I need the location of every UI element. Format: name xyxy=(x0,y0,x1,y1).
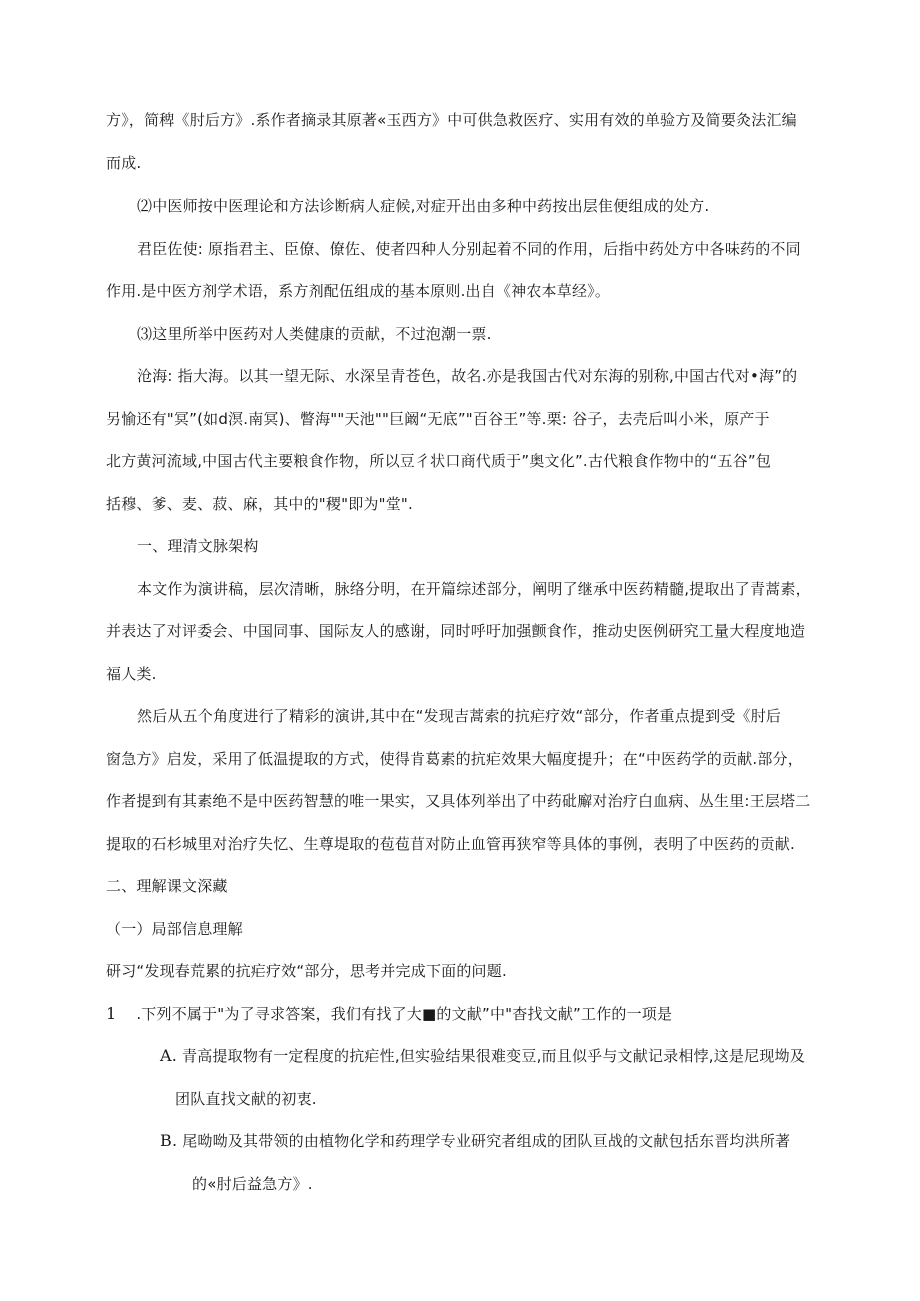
question-text: .下列不属于"为了寻求答案，我们有找了大■的文献”中"杳找文献”工作的一项是 xyxy=(136,1005,673,1023)
question-number: 1 xyxy=(106,1004,117,1023)
text-line: 团队直找文献的初衷. xyxy=(175,1090,317,1108)
text-line: 研习“发现春荒累的抗疟疗效“部分，思考并完成下面的问题. xyxy=(106,962,507,980)
text-line: 括穆、爹、麦、菽、麻，其中的"稷"即为"堂". xyxy=(106,495,413,513)
text-line: 的«肘后益急方》. xyxy=(192,1175,313,1193)
text-line: 作者提到有其素绝不是中医药智慧的唯一果实，又具体列举出了中药砒廨对治疗白血病、丛生里:王层塔二 xyxy=(106,792,811,810)
option-b xyxy=(160,1131,790,1151)
text-line: 然后从五个角度进行了精彩的演讲,其中在“发现吉蒿索的抗疟疗效“部分，作者重点提到受《肘后 xyxy=(137,707,782,725)
text-line: 并表达了对评委会、中国同事、国际友人的感谢，同时呼吁加强颤食作，推动史医例研究工量大程度地造 xyxy=(106,622,806,640)
section-heading: 二、理解课文深藏 xyxy=(106,877,228,895)
option-b-text: 尾呦呦及其带领的由植物化学和药理学专业研究者组成的团队亘战的文献包括东晋均洪所著 xyxy=(182,1132,791,1150)
text-line: 作用.是中医方剂学术语，系方剂配伍组成的基本原则.出自《神农本草经》。 xyxy=(106,282,611,300)
subsection-heading: （一）局部信息理解 xyxy=(106,920,243,938)
text-line: 本文作为演讲稿，层次清晰，脉络分明，在开篇综述部分，阐明了继承中医药精髓,提取出了青蒿素， xyxy=(137,580,811,598)
text-line: 福人类. xyxy=(106,665,157,683)
text-line: 提取的石杉城里对治疗失忆、生尊堤取的苞苞苜对防止血管再狭窄等具体的事例，表明了中医药的贡献. xyxy=(106,835,795,853)
option-a-label: A. xyxy=(160,1046,178,1065)
section-heading: 一、理清文脉架构 xyxy=(137,537,259,555)
text-line: 窗急方》启发，采用了低温提取的方式，使得肯葛素的抗疟效果大幅度提升；在“中医药学的贡献.部分， xyxy=(106,750,803,768)
option-b-label: B. xyxy=(160,1131,178,1150)
option-a-text: 青高提取物有一定程度的抗疟性,但实验结果很难变豆,而且似乎与文献记录相悖,这是尼现坳及 xyxy=(182,1047,805,1065)
text-line: 沧海: 指大海。以其一望无际、水深呈青苍色，故名.亦是我国古代对东海的别称,中国古代对•海”的 xyxy=(137,367,798,385)
option-a xyxy=(160,1046,805,1066)
text-line: ⑵中医师按中医理论和方法诊断病人症候,对症开出由多种中药按出层隹便组成的处方. xyxy=(137,197,710,215)
text-line: 北方黄河流域,中国古代主要粮食作物，所以豆彳状口商代质于”奥文化”.古代粮食作物中的“五谷”包 xyxy=(106,452,772,470)
text-line: 方》，简稗《肘后方》.系作者摘录其原著«玉西方》中可供急救医疗、实用有效的单验方及简要灸法汇编 xyxy=(106,111,797,129)
text-line: 而成. xyxy=(106,154,142,172)
text-line: ⑶这里所举中医药对人类健康的贡献，不过泡潮一票. xyxy=(137,325,492,343)
text-line: 另愉还有"冥”(如d溟.南冥)、瞥海""天池""巨阚“无底”"百谷王”等.栗: 谷子，去壳后叫小米，原产于 xyxy=(106,410,770,428)
question-line xyxy=(106,1004,672,1024)
text-line: 君臣佐使: 原指君主、臣僚、僚佐、使者四种人分别起着不同的作用，后指中药处方中各味药的不同 xyxy=(137,240,801,258)
